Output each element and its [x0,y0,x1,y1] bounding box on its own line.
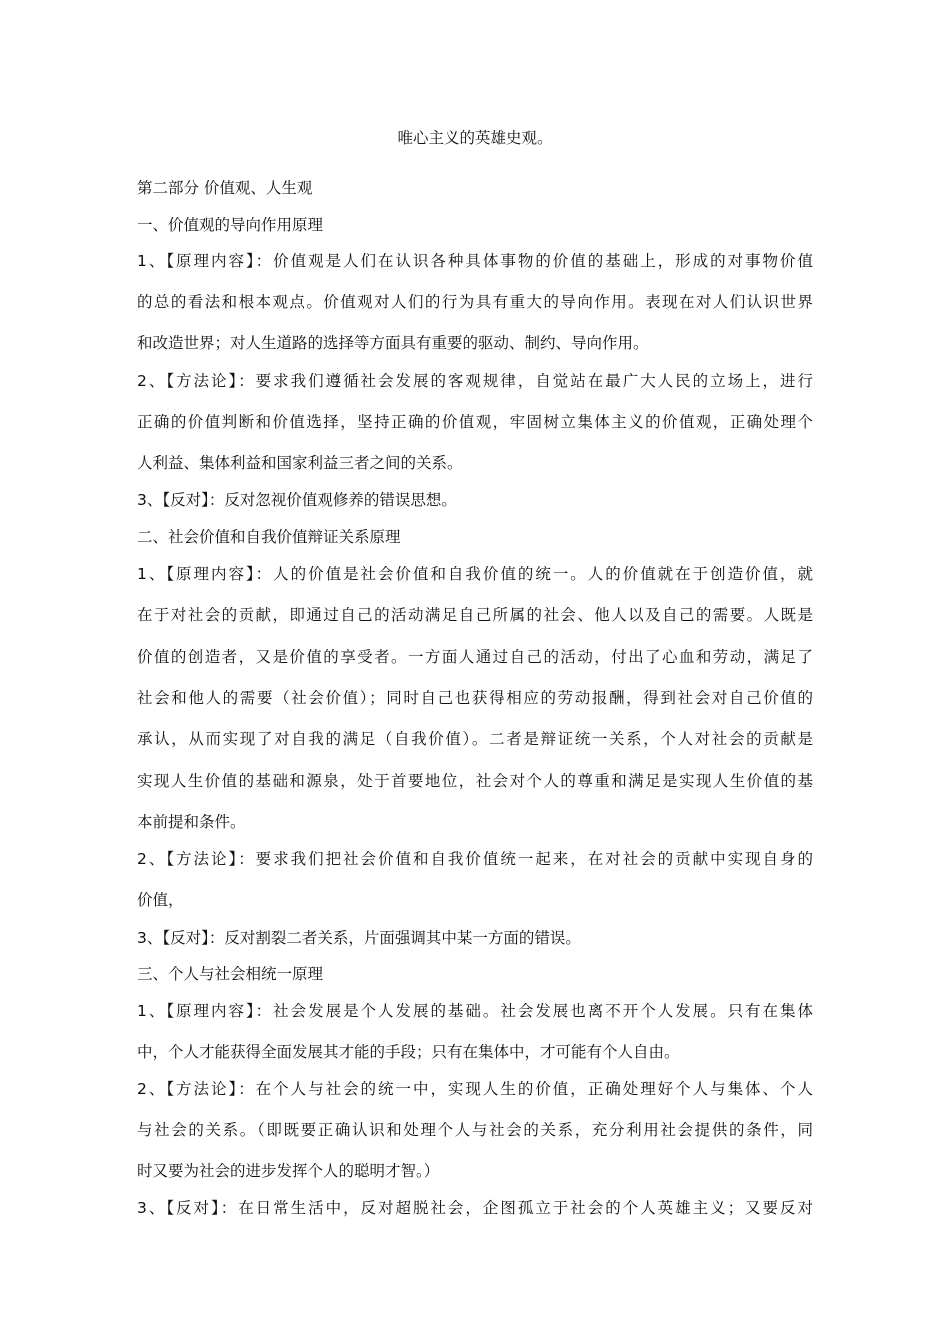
section-heading-1: 一、价值观的导向作用原理 [137,216,324,234]
paragraph-line: 2、【方法论】：要求我们遵循社会发展的客观规律，自觉站在最广大人民的立场上，进行 [137,372,813,390]
paragraph-line: 本前提和条件。 [137,813,246,831]
paragraph-line: 2、【方法论】：要求我们把社会价值和自我价值统一起来，在对社会的贡献中实现自身的 [137,850,813,868]
paragraph-line: 1、【原理内容】：价值观是人们在认识各种具体事物的价值的基础上，形成的对事物价值 [137,252,813,270]
part-heading: 第二部分 价值观、人生观 [137,179,313,197]
section-heading-3: 三、个人与社会相统一原理 [137,965,324,983]
paragraph-line: 实现人生价值的基础和源泉，处于首要地位，社会对个人的尊重和满足是实现人生价值的基 [137,772,813,790]
paragraph-line: 3、【反对】：在日常生活中，反对超脱社会，企图孤立于社会的个人英雄主义；又要反对 [137,1199,813,1217]
paragraph-line: 中，个人才能获得全面发展其才能的手段；只有在集体中，才可能有个人自由。 [137,1043,680,1061]
paragraph-line: 和改造世界；对人生道路的选择等方面具有重要的驱动、制约、导向作用。 [137,334,649,352]
continuation-line: 唯心主义的英雄史观。 [397,129,553,147]
paragraph-line: 3、【反对】：反对忽视价值观修养的错误思想。 [137,491,457,509]
paragraph-line: 2、【方法论】：在个人与社会的统一中，实现人生的价值，正确处理好个人与集体、个人 [137,1080,813,1098]
paragraph-line: 人利益、集体利益和国家利益三者之间的关系。 [137,454,463,472]
paragraph-line: 1、【原理内容】：人的价值是社会价值和自我价值的统一。人的价值就在于创造价值，就 [137,565,813,583]
section-heading-2: 二、社会价值和自我价值辩证关系原理 [137,528,401,546]
paragraph-line: 3、【反对】：反对割裂二者关系，片面强调其中某一方面的错误。 [137,929,581,947]
paragraph-line: 时又要为社会的进步发挥个人的聪明才智。） [137,1162,440,1180]
paragraph-line: 价值的创造者，又是价值的享受者。一方面人通过自己的活动，付出了心血和劳动，满足了 [137,648,813,666]
paragraph-line: 与社会的关系。（即既要正确认识和处理个人与社会的关系，充分利用社会提供的条件，同 [137,1121,813,1139]
paragraph-line: 正确的价值判断和价值选择，坚持正确的价值观，牢固树立集体主义的价值观，正确处理个 [137,413,813,431]
paragraph-line: 在于对社会的贡献，即通过自己的活动满足自己所属的社会、他人以及自己的需要。人既是 [137,606,813,624]
paragraph-line: 价值， [137,891,184,909]
paragraph-line: 的总的看法和根本观点。价值观对人们的行为具有重大的导向作用。表现在对人们认识世界 [137,293,813,311]
paragraph-line: 承认，从而实现了对自我的满足（自我价值）。二者是辩证统一关系，个人对社会的贡献是 [137,730,813,748]
paragraph-line: 社会和他人的需要（社会价值）；同时自己也获得相应的劳动报酬，得到社会对自己价值的 [137,689,813,707]
paragraph-line: 1、【原理内容】：社会发展是个人发展的基础。社会发展也离不开个人发展。只有在集体 [137,1002,813,1020]
